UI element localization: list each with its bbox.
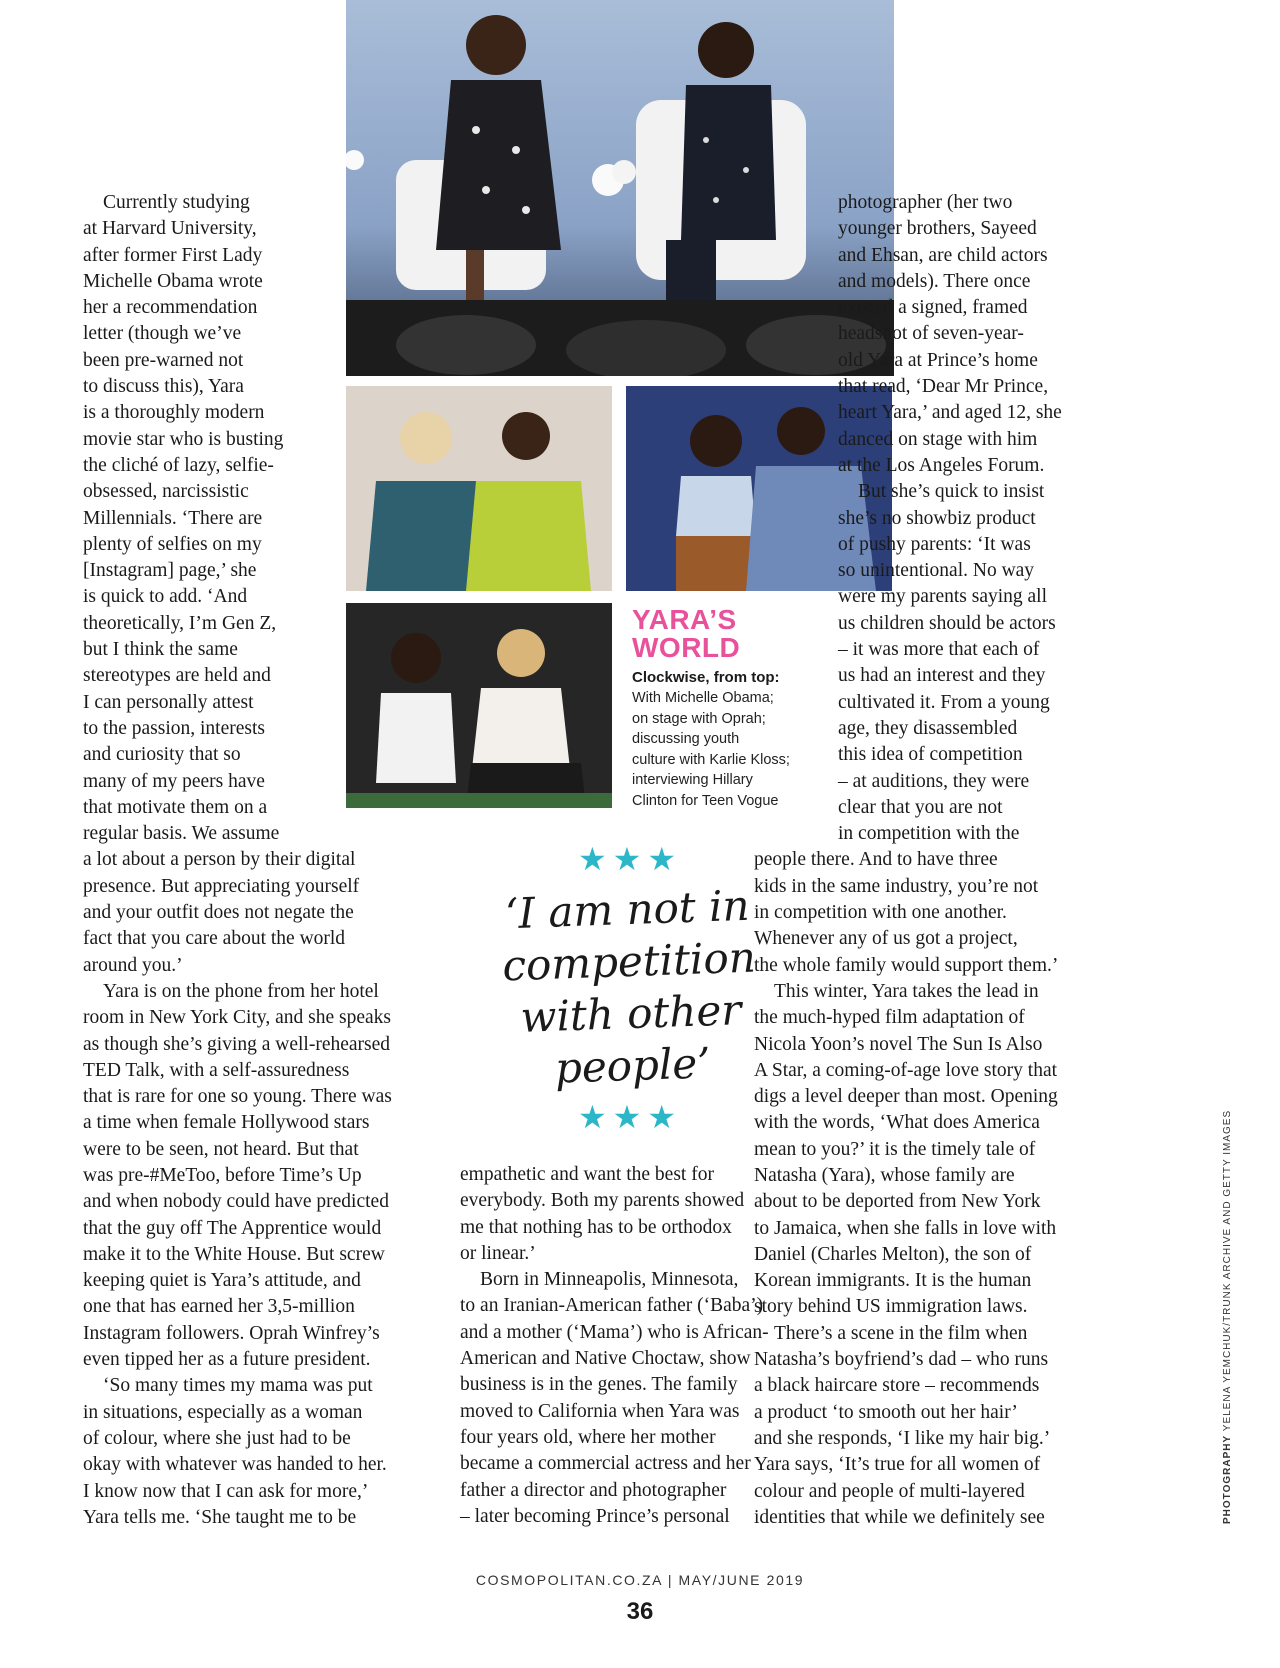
body-line: of pushy parents: ‘It was xyxy=(838,533,1031,555)
body-line: plenty of selfies on my xyxy=(83,533,262,555)
caption-title-line2: WORLD xyxy=(632,632,741,663)
body-line: to an Iranian-American father (‘Baba’) xyxy=(460,1295,764,1317)
body-line: people there. And to have three xyxy=(754,849,998,871)
body-line: father a director and photographer xyxy=(460,1479,727,1501)
body-line: This winter, Yara takes the lead in xyxy=(774,980,1039,1002)
body-line: letter (though we’ve xyxy=(83,323,242,345)
body-line: [Instagram] page,’ she xyxy=(83,560,257,582)
body-line: Currently studying xyxy=(103,192,250,213)
body-line: became a commercial actress and her xyxy=(460,1453,751,1475)
body-line: in situations, especially as a woman xyxy=(83,1401,363,1423)
caption-line: interviewing Hillary xyxy=(632,772,753,788)
body-line: us children should be actors xyxy=(838,612,1056,634)
body-line: were my parents saying all xyxy=(838,586,1048,608)
body-line: make it to the White House. But screw xyxy=(83,1243,385,1265)
body-line: that motivate them on a xyxy=(83,796,268,818)
body-line: – at auditions, they were xyxy=(838,770,1030,792)
body-line: and Ehsan, are child actors xyxy=(838,244,1048,266)
body-line: Born in Minneapolis, Minnesota, xyxy=(480,1269,739,1291)
body-line: that the guy off The Apprentice would xyxy=(83,1217,382,1239)
body-line: one that has earned her 3,5-million xyxy=(83,1296,355,1318)
body-line: she’s no showbiz product xyxy=(838,507,1036,529)
credit-names: YELENA YEMCHUK/TRUNK ARCHIVE AND GETTY IMAGES xyxy=(1222,1109,1233,1432)
body-line: existed a signed, framed xyxy=(838,297,1028,319)
body-line: theoretically, I’m Gen Z, xyxy=(83,612,277,634)
body-line: obsessed, narcissistic xyxy=(83,481,249,503)
body-line: to discuss this), Yara xyxy=(83,376,244,398)
body-line: Natasha’s boyfriend’s dad – who runs xyxy=(754,1349,1049,1371)
body-line: Yara tells me. ‘She taught me to be xyxy=(83,1506,357,1528)
body-line: Instagram followers. Oprah Winfrey’s xyxy=(83,1322,380,1344)
body-line: stereotypes are held and xyxy=(83,665,271,687)
body-line: old Yara at Prince’s home xyxy=(838,349,1038,371)
body-line: Michelle Obama wrote xyxy=(83,270,263,292)
caption-block xyxy=(632,606,832,811)
body-line: and when nobody could have predicted xyxy=(83,1191,389,1213)
body-line: four years old, where her mother xyxy=(460,1426,716,1448)
caption-line: culture with Karlie Kloss; xyxy=(632,751,790,768)
body-line: about to be deported from New York xyxy=(754,1191,1041,1213)
body-line: around you.’ xyxy=(83,954,183,976)
stage-illustration xyxy=(346,0,894,376)
body-line: and she responds, ‘I like my hair big.’ xyxy=(754,1427,1051,1449)
body-line: moved to California when Yara was xyxy=(460,1400,740,1422)
quote-line: with other xyxy=(519,985,743,1042)
body-line: digs a level deeper than most. Opening xyxy=(754,1086,1058,1108)
body-line: been pre-warned not xyxy=(83,349,244,371)
body-line: Whenever any of us got a project, xyxy=(754,928,1018,950)
body-line: – later becoming Prince’s personal xyxy=(460,1505,730,1527)
column-left xyxy=(83,190,423,1531)
body-line: presence. But appreciating yourself xyxy=(83,875,360,897)
body-line: regular basis. We assume xyxy=(83,823,280,845)
body-paragraph xyxy=(838,190,1198,479)
body-line: of colour, where she just had to be xyxy=(83,1427,351,1449)
body-line: and models). There once xyxy=(838,270,1031,292)
body-line: photographer (her two xyxy=(838,192,1013,213)
body-line: I know now that I can ask for more,’ xyxy=(83,1480,369,1502)
body-line: was pre-#MeToo, before Time’s Up xyxy=(83,1164,362,1186)
body-line: so unintentional. No way xyxy=(838,560,1035,582)
footer-publication: COSMOPOLITAN.CO.ZA | MAY/JUNE 2019 xyxy=(475,1572,805,1588)
body-line: her a recommendation xyxy=(83,297,258,319)
column-right xyxy=(754,190,1198,1531)
body-line: Yara is on the phone from her hotel xyxy=(103,980,379,1002)
body-line: a black haircare store – recommends xyxy=(754,1375,1040,1397)
caption-line: discussing youth xyxy=(632,731,740,747)
body-line: movie star who is busting xyxy=(83,428,284,450)
photo-michelle-obama xyxy=(346,0,894,376)
page-number: 36 xyxy=(626,1598,654,1625)
caption-line: Clinton for Teen Vogue xyxy=(632,792,779,809)
body-line: with the words, ‘What does America xyxy=(754,1112,1040,1134)
body-line: and a mother (‘Mama’) who is African- xyxy=(460,1321,769,1343)
body-line: Natasha (Yara), whose family are xyxy=(754,1164,1015,1186)
body-line: Daniel (Charles Melton), the son of xyxy=(754,1243,1032,1265)
body-line: There’s a scene in the film when xyxy=(774,1322,1028,1344)
body-line: heart Yara,’ and aged 12, she xyxy=(838,402,1062,424)
body-line: and your outfit does not negate the xyxy=(83,902,354,924)
body-line: But she’s quick to insist xyxy=(858,481,1045,503)
body-line: mean to you?’ it is the timely tale of xyxy=(754,1138,1036,1160)
body-line: colour and people of multi-layered xyxy=(754,1480,1025,1502)
body-line: age, they disassembled xyxy=(838,717,1018,739)
caption-line: on stage with Oprah; xyxy=(632,710,766,727)
caption-line: With Michelle Obama; xyxy=(632,690,774,706)
body-line: identities that while we definitely see xyxy=(754,1506,1045,1528)
quote-line: ‘I am not in xyxy=(504,880,751,939)
photo-credit xyxy=(1222,1110,1233,1524)
body-line: A Star, a coming-of-age love story that xyxy=(754,1059,1058,1081)
body-line: headshot of seven-year- xyxy=(838,323,1024,345)
body-paragraph xyxy=(83,1373,423,1531)
body-line: – it was more that each of xyxy=(838,639,1040,661)
body-line: younger brothers, Sayeed xyxy=(838,218,1037,240)
body-line: a time when female Hollywood stars xyxy=(83,1112,370,1134)
body-paragraph xyxy=(754,979,1198,1321)
credit-label: PHOTOGRAPHY xyxy=(1222,1434,1233,1524)
body-line: at the Los Angeles Forum. xyxy=(838,454,1045,476)
caption-heading: Clockwise, from top: xyxy=(632,669,780,686)
body-line: us had an interest and they xyxy=(838,665,1046,687)
body-line: fact that you care about the world xyxy=(83,928,346,950)
body-line: in competition with the xyxy=(838,823,1020,845)
body-paragraph xyxy=(83,979,423,1373)
body-line: me that nothing has to be orthodox xyxy=(460,1216,732,1238)
body-line: everybody. Both my parents showed xyxy=(460,1190,745,1212)
body-line: and curiosity that so xyxy=(83,744,241,766)
body-line: empathetic and want the best for xyxy=(460,1164,714,1185)
body-line: I can personally attest xyxy=(83,691,254,713)
caption-title-line1: YARA’S xyxy=(632,604,737,635)
body-line: or linear.’ xyxy=(460,1242,536,1264)
body-line: the much-hyped film adaptation of xyxy=(754,1007,1025,1029)
body-paragraph xyxy=(754,1321,1198,1531)
body-line: to Jamaica, when she falls in love with xyxy=(754,1217,1057,1239)
body-line: in competition with one another. xyxy=(754,902,1007,924)
quote-line: people’ xyxy=(554,1038,712,1093)
body-line: Millennials. ‘There are xyxy=(83,507,263,529)
body-line: were to be seen, not heard. But that xyxy=(83,1138,359,1160)
body-line: clear that you are not xyxy=(838,796,1003,818)
body-line: cultivated it. From a young xyxy=(838,691,1050,713)
body-line: a lot about a person by their digital xyxy=(83,849,356,871)
body-line: ‘So many times my mama was put xyxy=(103,1375,373,1397)
body-line: this idea of competition xyxy=(838,744,1023,766)
body-line: the whole family would support them.’ xyxy=(754,954,1059,976)
body-line: keeping quiet is Yara’s attitude, and xyxy=(83,1270,361,1292)
body-line: that is rare for one so young. There was xyxy=(83,1086,392,1108)
body-line: American and Native Choctaw, show xyxy=(460,1348,751,1370)
body-line: Yara says, ‘It’s true for all women of xyxy=(754,1454,1041,1476)
body-line: the cliché of lazy, selfie- xyxy=(83,454,274,476)
body-paragraph xyxy=(754,479,1198,979)
body-line: is quick to add. ‘And xyxy=(83,586,248,608)
body-line: after former First Lady xyxy=(83,244,263,266)
body-line: that read, ‘Dear Mr Prince, xyxy=(838,376,1049,398)
body-line: but I think the same xyxy=(83,639,238,661)
quote-line: competition xyxy=(501,932,757,991)
body-line: business is in the genes. The family xyxy=(460,1374,738,1396)
body-line: kids in the same industry, you’re not xyxy=(754,875,1039,897)
body-line: Korean immigrants. It is the human xyxy=(754,1270,1032,1292)
stars-bottom: ★★★ xyxy=(577,1099,683,1135)
body-line: even tipped her as a future president. xyxy=(83,1349,371,1371)
body-line: TED Talk, with a self-assuredness xyxy=(83,1059,350,1081)
body-paragraph xyxy=(83,190,423,979)
body-line: is a thoroughly modern xyxy=(83,402,265,424)
body-line: a product ‘to smooth out her hair’ xyxy=(754,1401,1018,1423)
body-line: okay with whatever was handed to her. xyxy=(83,1454,387,1476)
body-line: Nicola Yoon’s novel The Sun Is Also xyxy=(754,1033,1043,1055)
body-line: as though she’s giving a well-rehearsed xyxy=(83,1033,391,1055)
body-line: many of my peers have xyxy=(83,770,265,792)
body-line: at Harvard University, xyxy=(83,218,257,240)
body-line: story behind US immigration laws. xyxy=(754,1296,1028,1318)
body-line: room in New York City, and she speaks xyxy=(83,1007,392,1029)
stars-top: ★★★ xyxy=(577,841,683,877)
body-line: to the passion, interests xyxy=(83,717,265,739)
body-line: danced on stage with him xyxy=(838,428,1038,450)
